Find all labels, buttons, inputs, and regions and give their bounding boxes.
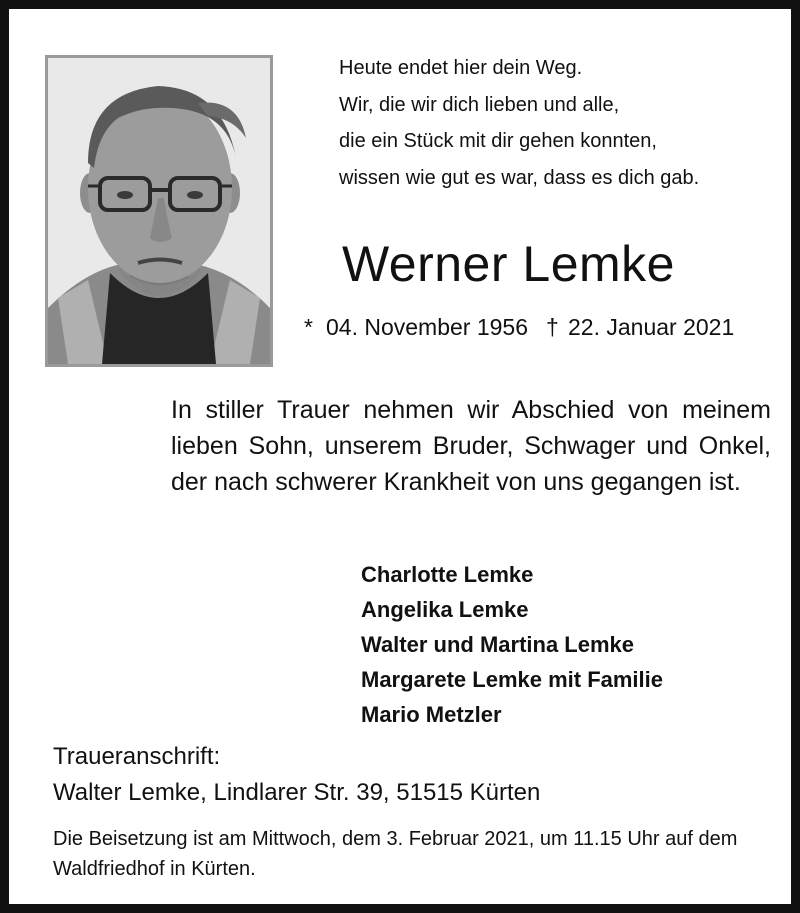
life-dates (304, 311, 734, 343)
signers-list (361, 557, 663, 732)
signer: Margarete Lemke mit Familie (361, 667, 664, 692)
poem-line: Wir, die wir dich lieben und alle, (339, 93, 620, 116)
death-date: 22. Januar 2021 (568, 314, 735, 340)
poem-line: Heute endet hier dein Weg. (339, 57, 583, 79)
poem-line: die ein Stück mit dir gehen konnten, (339, 130, 657, 152)
birth-symbol: * (304, 314, 313, 340)
mourning-text: In stiller Trauer nehmen wir Abschied von meinem lieben Sohn, unserem Bruder, Schwager und Onkel, der nach schwerer Krankheit von uns gegangen ist. (171, 396, 771, 496)
signer: Walter und Martina Lemke (361, 632, 635, 657)
portrait-photo (45, 55, 273, 367)
deceased-name: Werner Lemke (342, 236, 675, 292)
mourning-address (53, 739, 540, 811)
signer: Charlotte Lemke (361, 562, 534, 587)
poem (339, 50, 699, 196)
death-cross-symbol: † (546, 314, 559, 340)
birth-date: 04. November 1956 (326, 314, 529, 340)
signer: Angelika Lemke (361, 597, 529, 622)
signer: Mario Metzler (361, 702, 502, 727)
burial-info: Die Beisetzung ist am Mittwoch, dem 3. Februar 2021, um 11.15 Uhr auf dem Waldfriedhof in Kürten. (53, 828, 738, 880)
poem-line: wissen wie gut es war, dass es dich gab. (339, 166, 700, 189)
address-value: Walter Lemke, Lindlarer Str. 39, 51515 Kürten (53, 779, 541, 806)
portrait-illustration (48, 58, 270, 364)
address-label: Traueranschrift: (53, 743, 221, 770)
